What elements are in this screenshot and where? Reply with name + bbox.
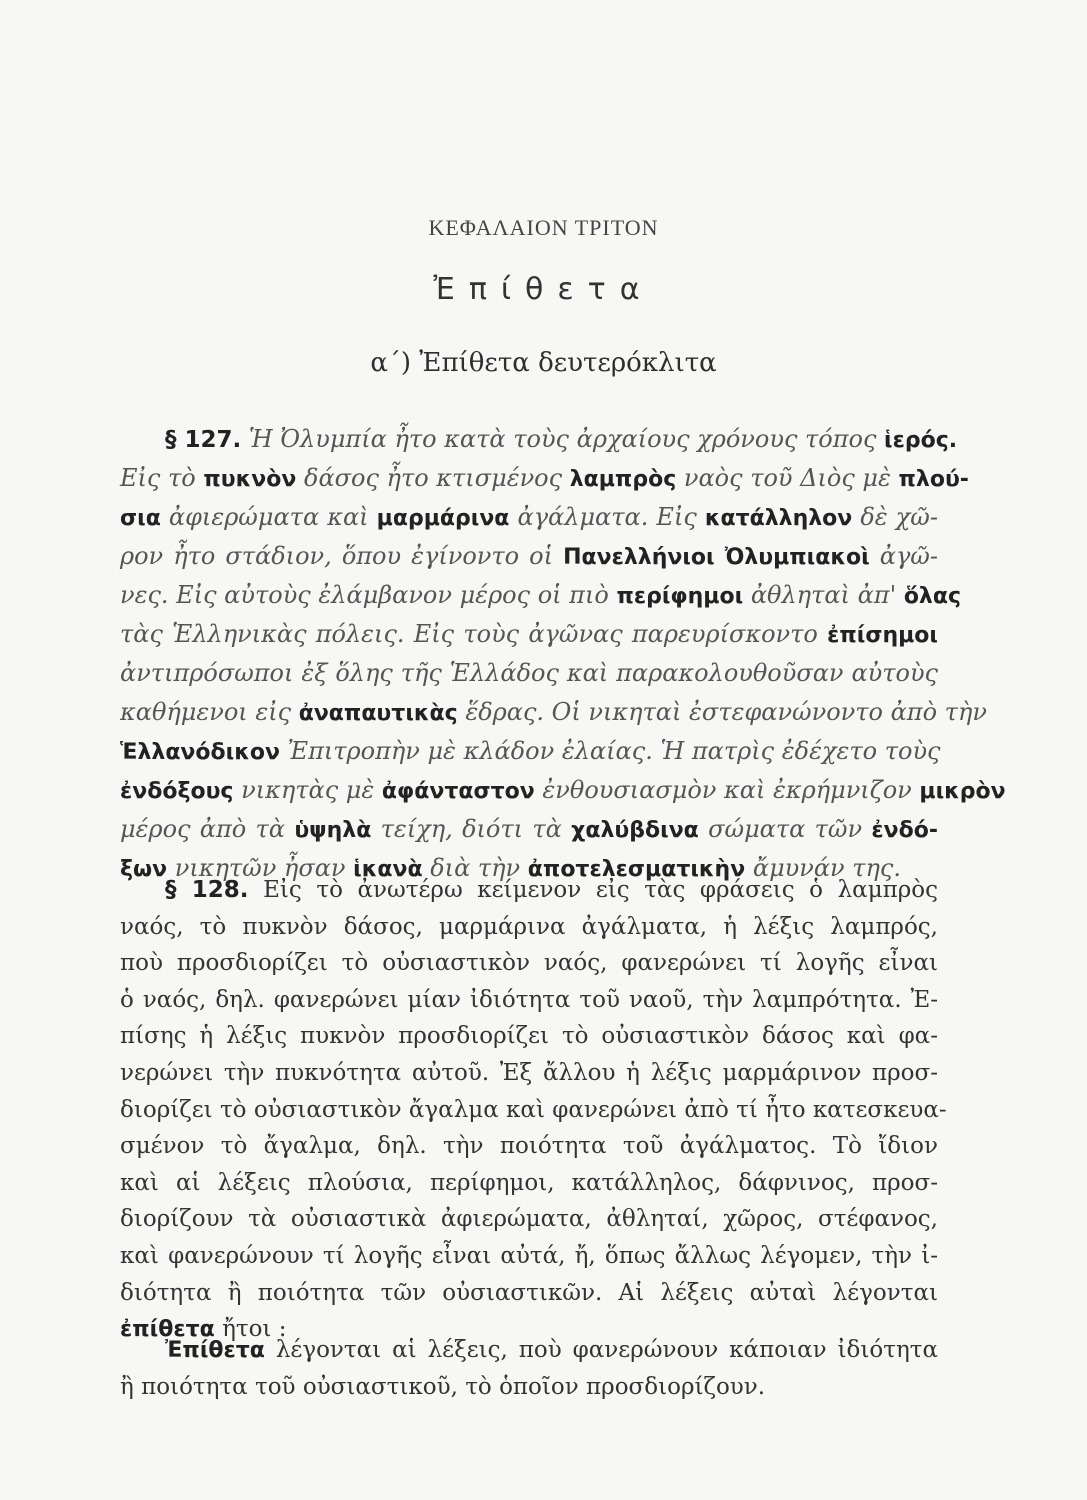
paragraph-number: § 127. [165,427,242,453]
bold-term: ἱερός. [884,428,958,453]
bold-term: σια [120,506,161,531]
text-line: ἢ ποιότητα τοῦ οὐσιαστικοῦ, τὸ ὁποῖον προσδιορίζουν. [120,1373,766,1400]
bold-term: περίφημοι [616,584,744,609]
bold-term: μαρμάρινα [376,506,510,531]
paragraph-127 [120,420,1006,888]
text-line: διορίζει τὸ οὐσιαστικὸν ἄγαλμα καὶ φανερώνει ἀπὸ τί ἦτο κατεσκευα- [120,1096,947,1123]
section-title: Ἐπίθετα [433,272,654,307]
text-line: § 127. Ἡ Ὀλυμπία ἦτο κατὰ τοὺς ἀρχαίους χρόνους τόπος ἱερός. [165,425,958,453]
bold-term: ἐνδό- [871,818,938,843]
bold-term: ἱκανὰ [353,857,423,882]
bold-term: Πανελλήνιοι [563,545,715,570]
text-line: διότητα ἢ ποιότητα τῶν οὐσιαστικῶν. Αἱ λέξεις αὐταὶ λέγονται [120,1279,938,1306]
bold-term: ἀποτελεσματικὴν [527,857,746,882]
text-line: σια ἀφιερώματα καὶ μαρμάρινα ἀγάλματα. Εἰς κατάλληλον δὲ χῶ- [120,503,938,531]
text-line: νερώνει τὴν πυκνότητα αὐτοῦ. Ἐξ ἄλλου ἡ λέξις μαρμάρινον προσ- [120,1059,938,1086]
text-line: διορίζουν τὰ οὐσιαστικὰ ἀφιερώματα, ἀθληταί, χῶρος, στέφανος, [120,1206,938,1233]
bold-term: ξων [120,857,168,882]
bold-term: ἐπίσημοι [827,623,938,648]
bold-term: ἐπίθετα [120,1317,215,1343]
text-line: ἀντιπρόσωποι ἐξ ὅλης τῆς Ἑλλάδος καὶ παρακολουθοῦσαν αὐτοὺς [120,659,938,687]
bold-term: Ἑλλανόδικον [120,740,280,765]
text-line: καθήμενοι εἰς ἀναπαυτικὰς ἕδρας. Οἱ νικηταὶ ἐστεφανώνοντο ἀπὸ τὴν [120,698,987,726]
bold-term: κατάλληλον [704,506,853,531]
bold-term: λαμπρὸς [569,467,677,492]
text-line: ἐνδόξους νικητὰς μὲ ἀφάνταστον ἐνθουσιασμὸν καὶ ἐκρήμνιζον μικρὸν [120,776,1006,804]
text-line: Ἑλλανόδικον Ἐπιτροπὴν μὲ κλάδον ἐλαίας. Ἡ πατρὶς ἐδέχετο τοὺς [120,737,941,765]
definition-term: Ἐπίθετα [165,1338,265,1363]
text-line: σμένον τὸ ἄγαλμα, δηλ. τὴν ποιότητα τοῦ ἀγάλματος. Τὸ ἴδιον [120,1133,938,1160]
chapter-heading: ΚΕΦΑΛΑΙΟΝ ΤΡΙΤΟΝ [428,215,659,240]
bold-term: χαλύβδινα [571,818,699,843]
text-line: Εἰς τὸ πυκνὸν δάσος ἦτο κτισμένος λαμπρὸς ναὸς τοῦ Διὸς μὲ πλού- [120,464,969,492]
bold-term: πυκνὸν [203,467,297,492]
text-line: ὁ ναός, δηλ. φανερώνει μίαν ἰδιότητα τοῦ ναοῦ, τὴν λαμπρότητα. Ἐ- [120,986,938,1013]
text-line: ξων νικητῶν ἦσαν ἱκανὰ διὰ τὴν ἀποτελεσματικὴν ἄμυνάν της. [120,854,901,882]
text-line: § 128. Εἰς τὸ ἀνωτέρω κείμενον εἰς τὰς φράσεις ὁ λαμπρὸς [165,877,939,903]
text-line: μέρος ἀπὸ τὰ ὑψηλὰ τείχη, διότι τὰ χαλύβδινα σώματα τῶν ἐνδό- [120,815,938,843]
text-line: τὰς Ἑλληνικὰς πόλεις. Εἰς τοὺς ἀγῶνας παρευρίσκοντο ἐπίσημοι [120,620,938,648]
bold-term: μικρὸν [919,779,1006,804]
text-line: Ἐπίθετα λέγονται αἱ λέξεις, ποὺ φανερώνουν κάποιαν ἰδιότητα [165,1337,938,1363]
text-line: καὶ αἱ λέξεις πλούσια, περίφημοι, κατάλληλος, δάφνινος, προσ- [120,1169,938,1196]
bold-term: ἀφάνταστον [381,779,535,804]
text-line: ρον ἦτο στάδιον, ὅπου ἐγίνοντο οἱ Πανελλήνιοι Ὀλυμπιακοὶ ἀγῶ- [120,542,938,570]
bold-term: ὅλας [903,584,962,609]
bold-term: ὑψηλὰ [294,818,372,843]
paragraph-128 [120,872,947,1348]
text-line: ἐπίθετα ἤτοι : [120,1316,287,1343]
text-line: καὶ φανερώνουν τί λογῆς εἶναι αὐτά, ἤ, ὅπως ἄλλως λέγομεν, τὴν ἰ- [120,1242,938,1269]
text-line: πίσης ἡ λέξις πυκνὸν προσδιορίζει τὸ οὐσιαστικὸν δάσος καὶ φα- [120,1023,938,1050]
bold-term: Ὀλυμπιακοὶ [724,545,870,570]
text-line: ποὺ προσδιορίζει τὸ οὐσιαστικὸν ναός, φανερώνει τί λογῆς εἶναι [120,950,938,977]
subsection-title: α΄) Ἐπίθετα δευτερόκλιτα [370,348,717,378]
bold-term: ἐνδόξους [120,779,234,804]
definition-block [120,1332,938,1405]
text-line: ναός, τὸ πυκνὸν δάσος, μαρμάρινα ἀγάλματα, ἡ λέξις λαμπρός, [120,913,938,940]
bold-term: πλού- [898,467,969,492]
text-line: νες. Εἰς αὐτοὺς ἐλάμβανον μέρος οἱ πιὸ περίφημοι ἀθληταὶ ἀπ' ὅλας [120,581,962,609]
bold-term: ἀναπαυτικὰς [298,701,458,726]
paragraph-number: § 128. [165,877,249,903]
